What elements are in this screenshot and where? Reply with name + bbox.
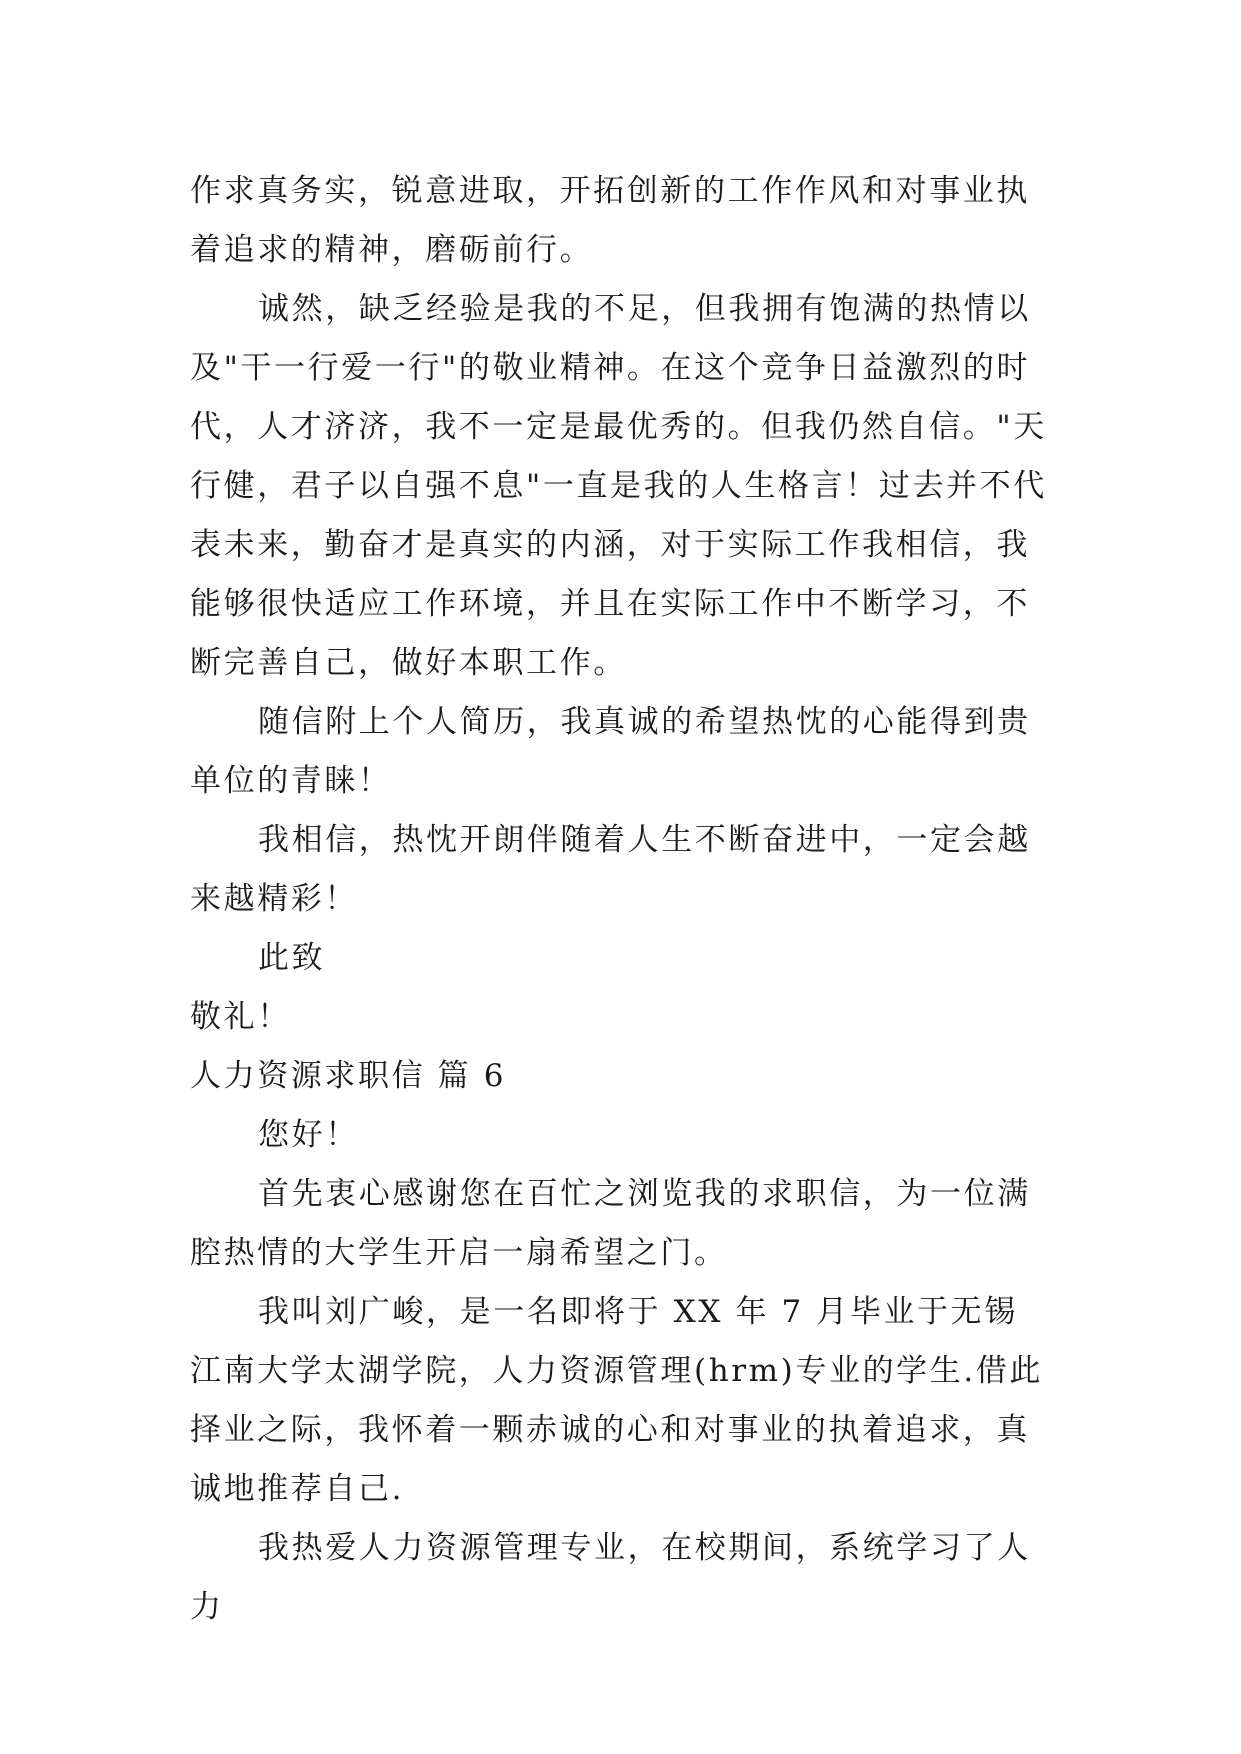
document-body	[190, 162, 1050, 1637]
paragraph-self-assessment: 诚然，缺乏经验是我的不足，但我拥有饱满的热情以及"干一行爱一行"的敬业精神。在这个竞争日益激烈的时代，人才济济，我不一定是最优秀的。但我仍然自信。"天行健，君子以自强不息"一直是我的人生格言！过去并不代表未来，勤奋才是真实的内涵，对于实际工作我相信，我能够很快适应工作环境，并且在实际工作中不断学习，不断完善自己，做好本职工作。	[190, 291, 1047, 681]
paragraph-work-style: 作求真务实，锐意进取，开拓创新的工作作风和对事业执着追求的精神，磨砺前行。	[190, 173, 1030, 268]
paragraph-closing-jingli: 敬礼！	[190, 999, 291, 1035]
paragraph-closing-cizhi: 此致	[258, 940, 326, 976]
paragraph-thanks: 首先衷心感谢您在百忙之浏览我的求职信，为一位满腔热情的大学生开启一扇希望之门。	[190, 1176, 1031, 1271]
paragraph-greeting: 您好！	[258, 1117, 359, 1153]
paragraph-belief: 我相信，热忱开朗伴随着人生不断奋进中，一定会越来越精彩！	[190, 822, 1031, 917]
paragraph-major: 我热爱人力资源管理专业，在校期间，系统学习了人力	[190, 1530, 1031, 1625]
paragraph-introduction: 我叫刘广峻，是一名即将于 XX 年 7 月毕业于无锡江南大学太湖学院，人力资源管理(hrm)专业的学生.借此择业之际，我怀着一颗赤诚的心和对事业的执着追求，真诚地推荐自己.	[190, 1294, 1044, 1507]
paragraph-resume-attached: 随信附上个人简历，我真诚的希望热忱的心能得到贵单位的青睐！	[190, 704, 1031, 799]
section-heading: 人力资源求职信 篇 6	[190, 1058, 507, 1094]
